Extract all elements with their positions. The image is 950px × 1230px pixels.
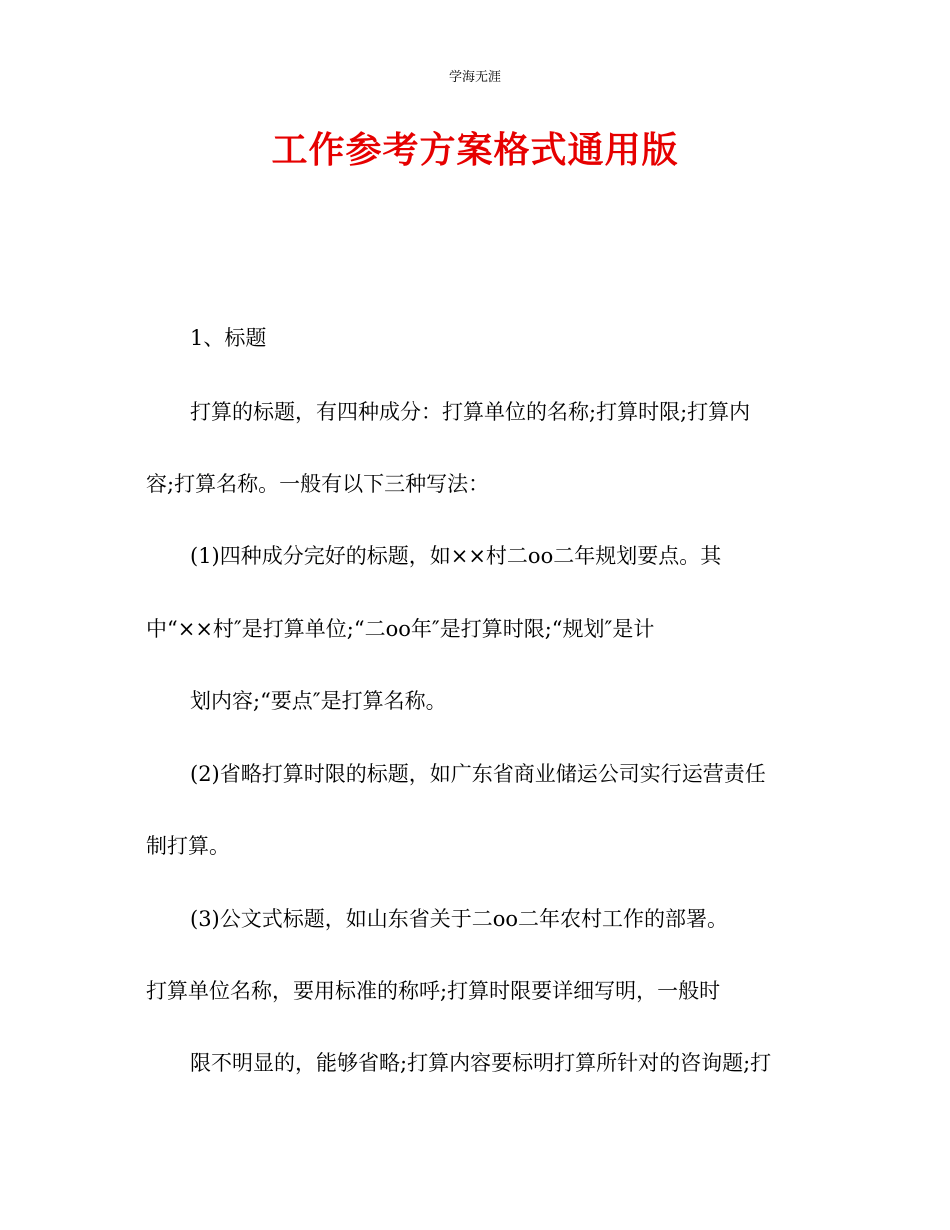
page-header: 学海无涯 — [448, 70, 501, 85]
body-line: (1)四种成分完好的标题，如××村二oo二年规划要点。其 — [190, 544, 722, 568]
body-line: 打算单位名称，要用标准的称呼;打算时限要详细写明，一般时 — [146, 979, 721, 1003]
body-line: 容;打算名称。一般有以下三种写法： — [146, 472, 490, 496]
body-line: 划内容;“要点″是打算名称。 — [190, 689, 447, 713]
body-line: (2)省略打算时限的标题，如广东省商业储运公司实行运营责任 — [190, 762, 766, 786]
body-line: 制打算。 — [146, 834, 230, 858]
body-line: (3)公文式标题，如山东省关于二oo二年农村工作的部署。 — [190, 907, 729, 931]
body-line: 中“××村″是打算单位;“二oo年″是打算时限;“规划″是计 — [146, 617, 655, 641]
body-line: 限不明显的，能够省略;打算内容要标明打算所针对的咨询题;打 — [190, 1051, 772, 1075]
body-line: 打算的标题，有四种成分：打算单位的名称;打算时限;打算内 — [190, 400, 751, 424]
section-heading: 1、标题 — [190, 326, 267, 350]
document-title: 工作参考方案格式通用版 — [271, 130, 679, 171]
